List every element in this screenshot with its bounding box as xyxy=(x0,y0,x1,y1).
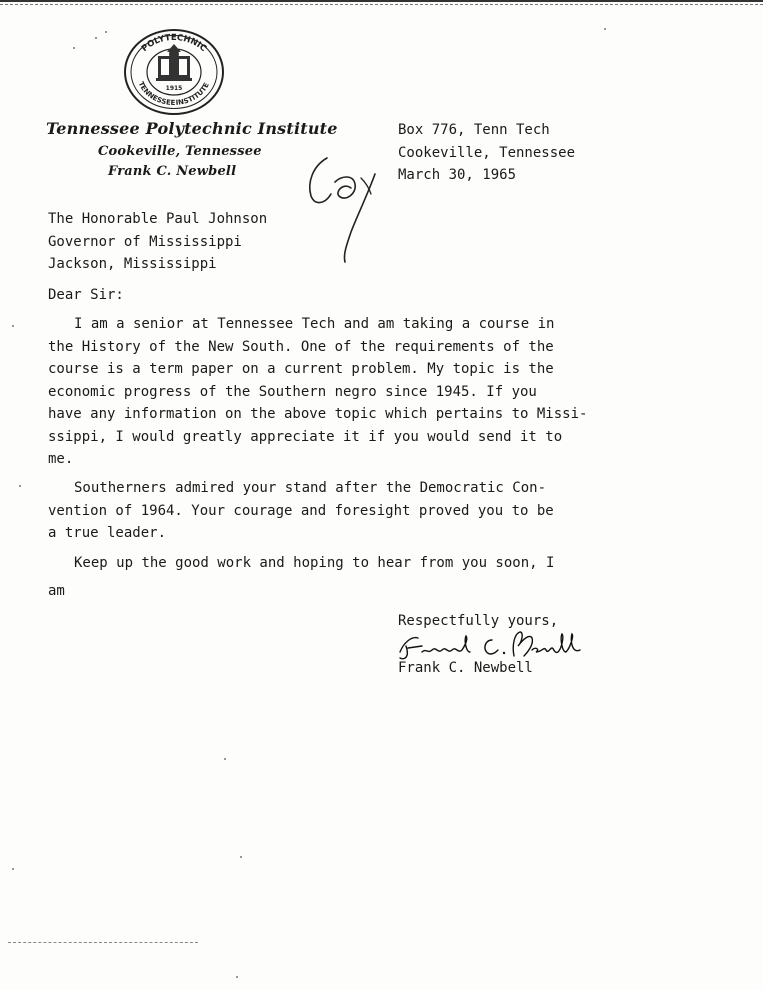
scan-bottom-edge xyxy=(8,942,198,943)
scan-speck xyxy=(236,976,238,978)
scan-speck xyxy=(19,485,21,487)
recipient-address xyxy=(48,208,267,276)
paragraph-line: Southerners admired your stand after the Democratic Con- xyxy=(74,480,547,496)
body-paragraph-1 xyxy=(48,313,587,471)
typed-signer-name: Frank C. Newbell xyxy=(398,660,533,676)
paragraph-line: Keep up the good work and hoping to hear from you soon, I xyxy=(74,555,555,571)
salutation: Dear Sir: xyxy=(48,287,124,303)
scan-speck xyxy=(240,856,242,858)
scan-speck xyxy=(73,47,75,49)
paragraph-line: am xyxy=(48,583,65,599)
handwritten-initials-mark xyxy=(305,152,385,264)
seal-left-text: TENNESSEE xyxy=(136,80,176,107)
paragraph-line: the History of the New South. One of the requirements of the xyxy=(48,338,554,355)
letterhead-city: Cookeville, Tennessee xyxy=(98,144,262,159)
closing: Respectfully yours, xyxy=(398,613,559,629)
letter-date: March 30, 1965 xyxy=(398,167,517,183)
seal-right-text: INSTITUTE xyxy=(175,81,211,107)
body-paragraph-4 xyxy=(48,580,65,603)
paragraph-line: me. xyxy=(48,451,74,467)
scan-top-edge xyxy=(0,0,763,5)
scan-speck xyxy=(95,37,97,39)
scan-speck xyxy=(12,325,14,327)
recipient-line-3: Jackson, Mississippi xyxy=(48,256,217,272)
paragraph-line: course is a term paper on a current problem. My topic is the xyxy=(48,361,554,377)
university-seal-icon xyxy=(123,28,225,116)
paragraph-line: have any information on the above topic which pertains to Missi- xyxy=(48,406,588,422)
sender-line-1: Box 776, Tenn Tech xyxy=(398,122,550,138)
sender-address xyxy=(398,119,575,187)
paragraph-line: I am a senior at Tennessee Tech and am taking a course in xyxy=(74,316,555,332)
body-paragraph-3 xyxy=(48,552,554,575)
paragraph-line: vention of 1964. Your courage and foresight proved you to be xyxy=(48,502,554,519)
body-paragraph-2 xyxy=(48,477,554,545)
letterhead-institution: Tennessee Polytechnic Institute xyxy=(46,119,338,138)
sender-line-2: Cookeville, Tennessee xyxy=(398,144,576,161)
paragraph-line: economic progress of the Southern negro since 1945. If you xyxy=(48,383,537,400)
recipient-line-2: Governor of Mississippi xyxy=(48,233,242,250)
scan-speck xyxy=(224,758,226,760)
seal-year: 1915 xyxy=(165,85,183,92)
paragraph-line: a true leader. xyxy=(48,525,167,541)
scan-speck xyxy=(12,868,14,870)
recipient-line-1: The Honorable Paul Johnson xyxy=(48,211,268,227)
paragraph-line: ssippi, I would greatly appreciate it if you would send it to xyxy=(48,428,563,445)
scan-speck xyxy=(105,31,107,33)
letterhead-person: Frank C. Newbell xyxy=(108,164,237,179)
seal-top-text: POLYTECHNIC xyxy=(139,32,209,55)
scan-speck xyxy=(604,28,606,30)
